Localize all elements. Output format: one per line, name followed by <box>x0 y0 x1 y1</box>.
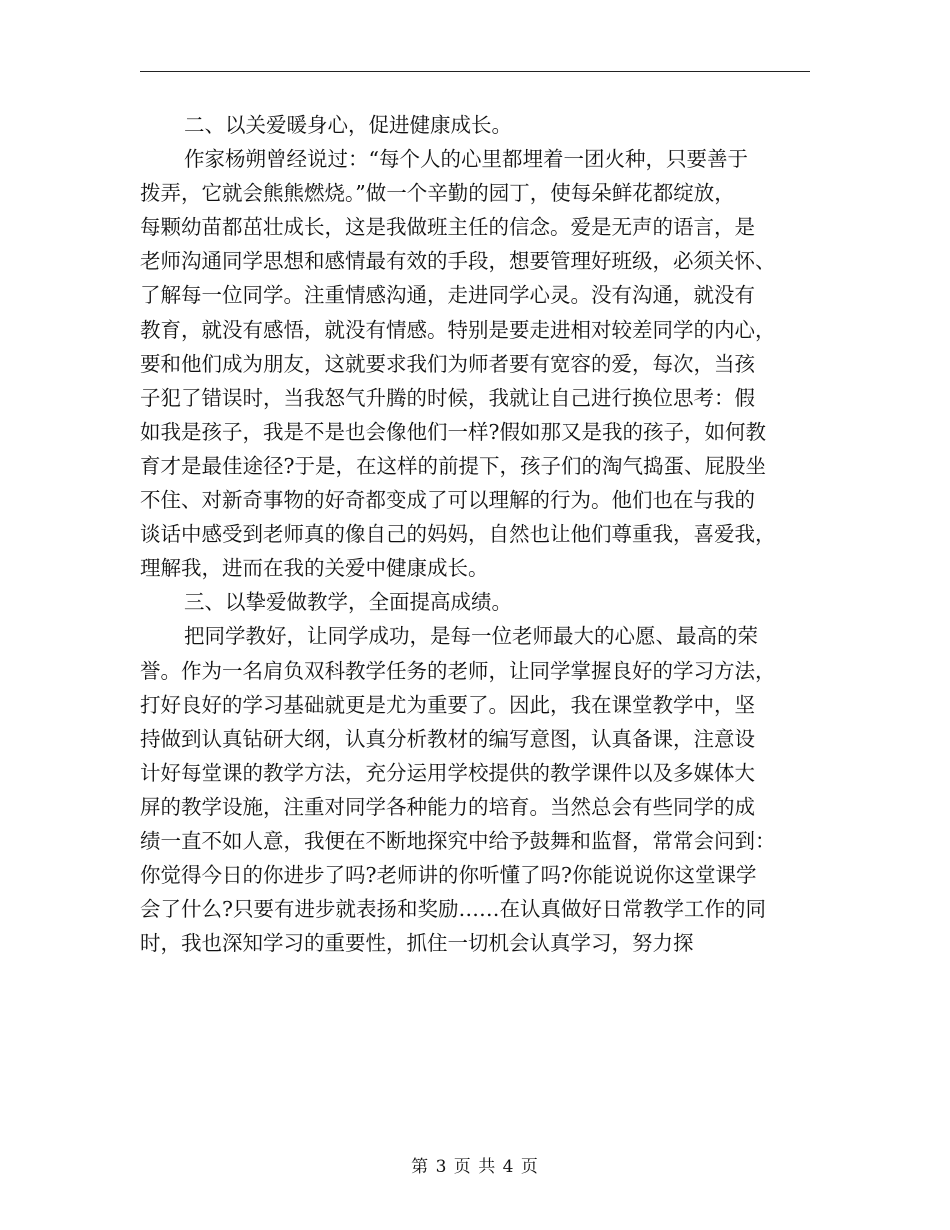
paragraph-line: 教育，就没有感悟，就没有情感。特别是要走进相对较差同学的内心， <box>140 317 776 342</box>
paragraph-line: 时，我也深知学习的重要性，抓住一切机会认真学习，努力探 <box>140 931 694 956</box>
paragraph-line: 每颗幼苗都茁壮成长，这是我做班主任的信念。爱是无声的语言，是 <box>140 215 755 240</box>
paragraph-line: 老师沟通同学思想和感情最有效的手段，想要管理好班级，必须关怀、 <box>140 249 776 274</box>
paragraph-line: 不住、对新奇事物的好奇都变成了可以理解的行为。他们也在与我的 <box>140 488 755 513</box>
paragraph-line: 了解每一位同学。注重情感沟通，走进同学心灵。没有沟通，就没有 <box>140 283 755 308</box>
paragraph-line: 誉。作为一名肩负双科教学任务的老师，让同学掌握良好的学习方法， <box>140 658 776 683</box>
paragraph-line: 育才是最佳途径?于是，在这样的前提下，孩子们的淘气捣蛋、屁股坐 <box>140 453 766 478</box>
paragraph-line: 二、以关爱暖身心，促进健康成长。 <box>184 113 512 137</box>
header-rule <box>140 71 810 72</box>
paragraph-line: 计好每堂课的教学方法，充分运用学校提供的教学课件以及多媒体大 <box>140 760 755 785</box>
paragraph-line: 理解我，进而在我的关爱中健康成长。 <box>140 556 489 581</box>
paragraph-line: 作家杨朔曾经说过：“每个人的心里都埋着一团火种，只要善于 <box>184 147 748 172</box>
page-number-footer: 第 3 页 共 4 页 <box>411 1157 539 1177</box>
paragraph-line: 打好良好的学习基础就更是尤为重要了。因此，我在课堂教学中，坚 <box>140 692 755 717</box>
paragraph-line: 三、以挚爱做教学，全面提高成绩。 <box>184 590 512 615</box>
paragraph-line: 绩一直不如人意，我便在不断地探究中给予鼓舞和监督，常常会问到： <box>140 828 776 853</box>
document-body <box>140 108 810 960</box>
paragraph-line: 你觉得今日的你进步了吗?老师讲的你听懂了吗?你能说说你这堂课学 <box>140 863 757 888</box>
paragraph-line: 谈话中感受到老师真的像自己的妈妈，自然也让他们尊重我，喜爱我， <box>140 522 776 547</box>
paragraph-line: 持做到认真钻研大纲，认真分析教材的编写意图，认真备课，注意设 <box>140 726 755 751</box>
paragraph-line: 子犯了错误时，当我怒气升腾的时候，我就让自己进行换位思考：假 <box>140 385 755 410</box>
paragraph-line: 把同学教好，让同学成功，是每一位老师最大的心愿、最高的荣 <box>184 624 758 649</box>
paragraph-line: 要和他们成为朋友，这就要求我们为师者要有宽容的爱，每次，当孩 <box>140 351 755 376</box>
paragraph-line: 屏的教学设施，注重对同学各种能力的培育。当然总会有些同学的成 <box>140 794 755 819</box>
paragraph-line: 拨弄，它就会熊熊燃烧。”做一个辛勤的园丁，使每朵鲜花都绽放， <box>140 181 735 206</box>
paragraph-line: 如我是孩子，我是不是也会像他们一样?假如那又是我的孩子，如何教 <box>140 419 766 444</box>
paragraph-line: 会了什么?只要有进步就表扬和奖励……在认真做好日常教学工作的同 <box>140 897 766 922</box>
